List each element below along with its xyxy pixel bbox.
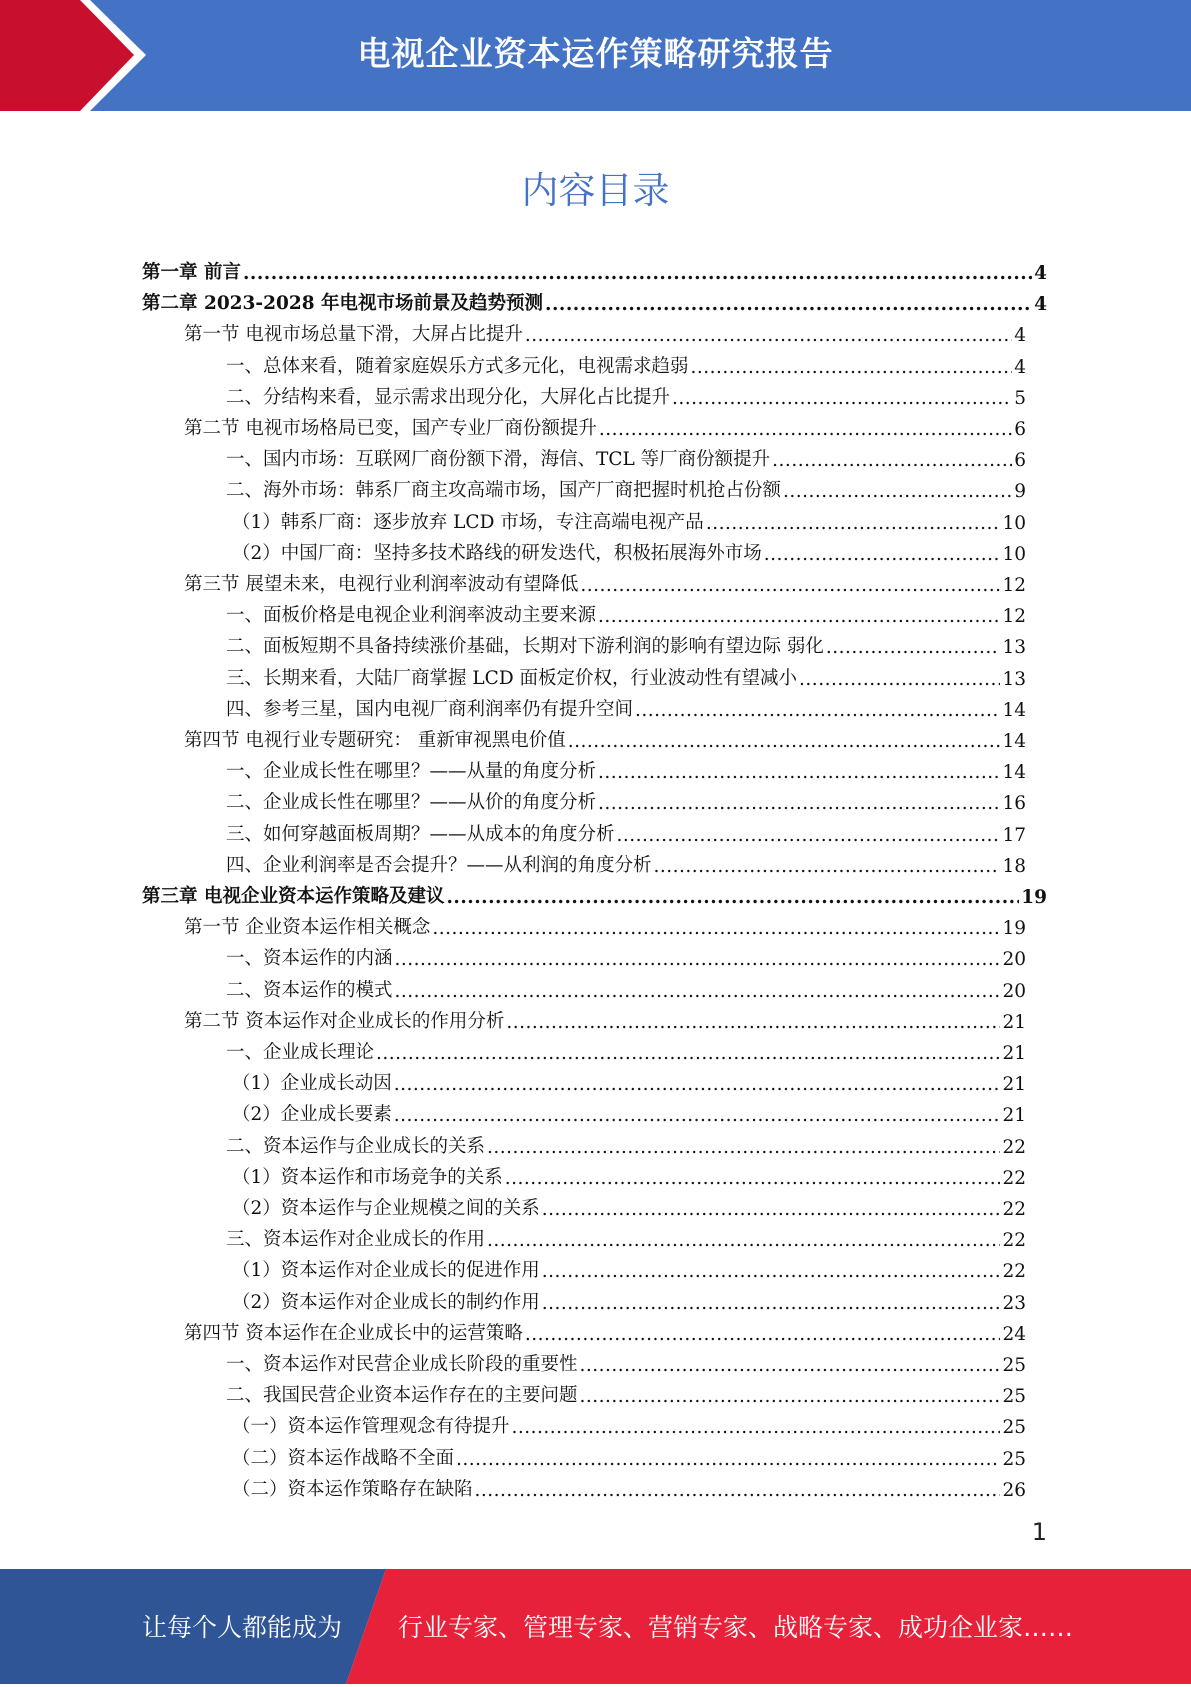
toc-entry-page: 25 — [1002, 1355, 1026, 1376]
toc-entry[interactable] — [232, 503, 1026, 534]
toc-entry-label: （二）资本运作战略不全面 — [232, 1447, 455, 1469]
toc-entry-page: 19 — [1021, 887, 1047, 908]
toc-entry[interactable] — [226, 659, 1026, 690]
toc-leader-dots — [772, 450, 1012, 471]
toc-entry[interactable] — [226, 347, 1026, 378]
toc-leader-dots — [764, 544, 1001, 565]
toc-entry-label: 第三章 电视企业资本运作策略及建议 — [142, 886, 445, 907]
toc-leader-dots — [783, 481, 1012, 502]
toc-entry-label: 四、企业利润率是否会提升？——从利润的角度分析 — [226, 854, 652, 876]
toc-entry[interactable] — [232, 1283, 1026, 1314]
toc-entry-label: （二）资本运作策略存在缺陷 — [232, 1478, 473, 1500]
toc-leader-dots — [394, 1105, 1001, 1126]
toc-entry[interactable] — [184, 1314, 1026, 1345]
toc-leader-dots — [635, 700, 1000, 721]
toc-entry[interactable] — [226, 627, 1026, 658]
toc-entry[interactable] — [142, 253, 1047, 284]
toc-leader-dots — [505, 1168, 1001, 1189]
toc-entry-page: 10 — [1002, 543, 1026, 565]
toc-entry-label: （2）企业成长要素 — [232, 1104, 392, 1126]
toc-entry-label: 第二节 资本运作对企业成长的作用分析 — [184, 1010, 505, 1032]
footer-slogan-right: 行业专家、管理专家、营销专家、战略专家、成功企业家…… — [398, 1613, 1074, 1642]
toc-entry[interactable] — [226, 471, 1026, 502]
toc-entry-page: 22 — [1002, 1199, 1026, 1220]
toc-entry-label: 三、长期来看，大陆厂商掌握 LCD 面板定价权，行业波动性有望减小 — [226, 667, 798, 689]
toc-entry-label: 一、总体来看，随着家庭娱乐方式多元化，电视需求趋弱 — [226, 355, 689, 377]
toc-entry[interactable] — [232, 534, 1026, 565]
toc-entry[interactable] — [232, 1095, 1026, 1126]
toc-entry-label: 第一节 电视市场总量下滑，大屏占比提升 — [184, 324, 523, 346]
toc-entry-label: 一、国内市场：互联网厂商份额下滑，海信、TCL 等厂商份额提升 — [226, 449, 771, 471]
toc-entry-label: 一、企业成长性在哪里？——从量的角度分析 — [226, 761, 597, 783]
toc-entry-page: 14 — [1002, 699, 1026, 721]
toc-entry-label: 第一章 前言 — [142, 262, 241, 283]
toc-entry[interactable] — [226, 690, 1026, 721]
toc-entry-page: 22 — [1002, 1230, 1026, 1252]
toc-leader-dots — [475, 1480, 1001, 1501]
toc-entry-page: 9 — [1014, 481, 1026, 503]
toc-entry-page: 4 — [1034, 263, 1047, 284]
page-number: 1 — [1031, 1518, 1047, 1546]
toc-entry-page: 10 — [1002, 512, 1026, 534]
toc-entry-page: 4 — [1034, 294, 1047, 316]
toc-leader-dots — [545, 294, 1032, 315]
toc-entry-page: 13 — [1002, 668, 1026, 690]
toc-entry[interactable] — [232, 1064, 1026, 1095]
toc-entry[interactable] — [232, 1407, 1026, 1438]
toc-entry[interactable] — [232, 1470, 1026, 1501]
toc-entry-page: 5 — [1014, 387, 1026, 409]
toc-entry[interactable] — [226, 939, 1026, 970]
toc-entry[interactable] — [226, 440, 1026, 471]
toc-entry-page: 16 — [1002, 793, 1026, 815]
toc-leader-dots — [506, 1012, 1000, 1033]
toc-entry[interactable] — [226, 1033, 1026, 1064]
toc-leader-dots — [617, 825, 1001, 846]
toc-leader-dots — [525, 325, 1012, 346]
toc-entry-label: 第一节 企业资本运作相关概念 — [184, 917, 431, 939]
toc-entry-page: 22 — [1002, 1261, 1026, 1283]
toc-leader-dots — [512, 1417, 1001, 1438]
toc-entry[interactable] — [142, 284, 1047, 315]
toc-entry-label: 二、分结构来看，显示需求出现分化，大屏化占比提升 — [226, 386, 671, 408]
toc-leader-dots — [580, 1386, 1001, 1407]
toc-leader-dots — [672, 388, 1012, 409]
toc-entry[interactable] — [226, 596, 1026, 627]
toc-entry-page: 17 — [1002, 824, 1026, 846]
toc-leader-dots — [487, 1137, 1000, 1158]
toc-entry-page: 21 — [1002, 1011, 1026, 1033]
toc-leader-dots — [691, 357, 1013, 378]
toc-entry-label: 二、面板短期不具备持续涨价基础，长期对下游利润的影响有望边际 弱化 — [226, 636, 824, 658]
toc-leader-dots — [599, 419, 1012, 440]
toc-entry[interactable] — [226, 1376, 1026, 1407]
toc-leader-dots — [654, 856, 1001, 877]
toc-entry-label: 一、面板价格是电视企业利润率波动主要来源 — [226, 605, 597, 627]
toc-entry-page: 20 — [1002, 949, 1026, 971]
toc-entry[interactable] — [184, 1002, 1026, 1033]
toc-entry-label: （2）资本运作与企业规模之间的关系 — [232, 1198, 540, 1219]
toc-entry-label: 一、资本运作对民营企业成长阶段的重要性 — [226, 1354, 578, 1375]
toc-entry[interactable] — [184, 721, 1026, 752]
toc-leader-dots — [432, 918, 1000, 939]
toc-entry-label: 第四节 电视行业专题研究： 重新审视黑电价值 — [184, 730, 566, 751]
toc-leader-dots — [376, 1043, 1000, 1064]
toc-entry-label: 二、企业成长性在哪里？——从价的角度分析 — [226, 792, 597, 814]
toc-entry-label: 第三节 展望未来，电视行业利润率波动有望降低 — [184, 574, 579, 595]
toc-heading: 内容目录 — [521, 169, 670, 212]
toc-entry[interactable] — [142, 877, 1047, 908]
toc-entry-page: 14 — [1002, 762, 1026, 784]
toc-leader-dots — [487, 1230, 1000, 1251]
toc-entry[interactable] — [184, 565, 1026, 596]
toc-leader-dots — [598, 762, 1000, 783]
toc-entry-label: 第四节 资本运作在企业成长中的运营策略 — [184, 1322, 523, 1344]
toc-entry[interactable] — [184, 908, 1026, 939]
toc-entry-page: 4 — [1014, 325, 1026, 347]
toc-leader-dots — [542, 1199, 1001, 1220]
toc-entry-label: （1）资本运作对企业成长的促进作用 — [232, 1260, 540, 1282]
toc-entry-label: 第二章 2023-2028 年电视市场前景及趋势预测 — [142, 293, 544, 315]
header-band — [0, 0, 1191, 111]
toc-entry-page: 20 — [1002, 980, 1026, 1002]
toc-entry[interactable] — [226, 783, 1026, 814]
toc-entry-label: （1）企业成长动因 — [232, 1073, 392, 1095]
toc-entry-page: 22 — [1002, 1167, 1026, 1189]
toc-entry-page: 12 — [1002, 606, 1026, 628]
toc-entry-label: （1）韩系厂商：逐步放弃 LCD 市场，专注高端电视产品 — [232, 511, 704, 533]
toc-entry-page: 22 — [1002, 1136, 1026, 1158]
toc-leader-dots — [598, 793, 1000, 814]
toc-entry[interactable] — [184, 315, 1026, 346]
toc-entry-page: 6 — [1014, 419, 1026, 440]
toc-entry-page: 21 — [1002, 1105, 1026, 1127]
toc-entry-label: （2）资本运作对企业成长的制约作用 — [232, 1291, 540, 1313]
toc-entry[interactable] — [226, 1220, 1026, 1251]
toc-entry-label: 三、如何穿越面板周期？——从成本的角度分析 — [226, 823, 615, 845]
toc-entry[interactable] — [226, 378, 1026, 409]
toc-entry-label: 三、资本运作对企业成长的作用 — [226, 1229, 486, 1251]
toc-entry[interactable] — [226, 752, 1026, 783]
toc-entry-label: 一、企业成长理论 — [226, 1042, 375, 1063]
toc-entry[interactable] — [184, 409, 1026, 440]
toc-leader-dots — [542, 1261, 1001, 1282]
toc-leader-dots — [395, 981, 1001, 1002]
toc-leader-dots — [580, 575, 1000, 596]
toc-leader-dots — [446, 887, 1019, 908]
toc-entry-label: （一）资本运作管理观念有待提升 — [232, 1416, 510, 1438]
toc-entry-label: （1）资本运作和市场竞争的关系 — [232, 1166, 503, 1188]
toc-entry-label: 四、参考三星，国内电视厂商利润率仍有提升空间 — [226, 698, 634, 720]
toc-leader-dots — [580, 1355, 1001, 1376]
toc-leader-dots — [568, 731, 1001, 752]
toc-entry[interactable] — [226, 1345, 1026, 1376]
toc-entry[interactable] — [232, 1439, 1026, 1470]
toc-leader-dots — [799, 669, 1000, 690]
toc-entry[interactable] — [226, 971, 1026, 1002]
toc-entry[interactable] — [226, 815, 1026, 846]
toc-entry[interactable] — [232, 1158, 1026, 1189]
toc-entry[interactable] — [226, 1127, 1026, 1158]
toc-leader-dots — [706, 513, 1001, 534]
toc-entry-page: 25 — [1002, 1386, 1026, 1408]
toc-entry-label: 第二节 电视市场格局已变，国产专业厂商份额提升 — [184, 418, 597, 439]
toc-leader-dots — [456, 1449, 1000, 1470]
footer-band — [0, 1569, 1191, 1684]
toc-entry-page: 23 — [1002, 1292, 1026, 1314]
toc-entry-page: 26 — [1002, 1479, 1026, 1501]
toc-leader-dots — [525, 1324, 1001, 1345]
toc-entry-page: 12 — [1002, 575, 1026, 596]
toc-entry-page: 4 — [1014, 356, 1026, 378]
toc-entry-page: 21 — [1002, 1043, 1026, 1064]
toc-leader-dots — [243, 263, 1032, 284]
toc-leader-dots — [542, 1293, 1001, 1314]
toc-entry-label: 二、海外市场：韩系厂商主攻高端市场，国产厂商把握时机抢占份额 — [226, 480, 782, 502]
toc-entry-label: 二、我国民营企业资本运作存在的主要问题 — [226, 1385, 578, 1407]
toc-entry[interactable] — [226, 846, 1026, 877]
toc-leader-dots — [598, 606, 1000, 627]
toc-entry-page: 18 — [1002, 855, 1026, 877]
toc-entry-page: 14 — [1002, 731, 1026, 752]
toc-leader-dots — [394, 1074, 1001, 1095]
toc-entry-page: 6 — [1014, 450, 1026, 472]
toc-entry[interactable] — [232, 1251, 1026, 1282]
footer-slogan-left: 让每个人都能成为 — [142, 1613, 343, 1642]
toc-entry-page: 25 — [1002, 1448, 1026, 1470]
toc-entry-label: 一、资本运作的内涵 — [226, 948, 393, 970]
toc-entry[interactable] — [232, 1189, 1026, 1220]
toc-entry-page: 13 — [1002, 637, 1026, 659]
toc-entry-label: 二、资本运作与企业成长的关系 — [226, 1135, 486, 1157]
toc-leader-dots — [395, 949, 1001, 970]
toc-entry-page: 25 — [1002, 1417, 1026, 1439]
toc-entry-label: 二、资本运作的模式 — [226, 979, 393, 1001]
toc-leader-dots — [826, 637, 1001, 658]
report-title: 电视企业资本运作策略研究报告 — [357, 34, 834, 73]
toc-entry-page: 24 — [1002, 1323, 1026, 1345]
toc-entry-page: 21 — [1002, 1074, 1026, 1096]
toc-entry-page: 19 — [1002, 918, 1026, 940]
toc-entry-label: （2）中国厂商：坚持多技术路线的研发迭代，积极拓展海外市场 — [232, 542, 762, 564]
